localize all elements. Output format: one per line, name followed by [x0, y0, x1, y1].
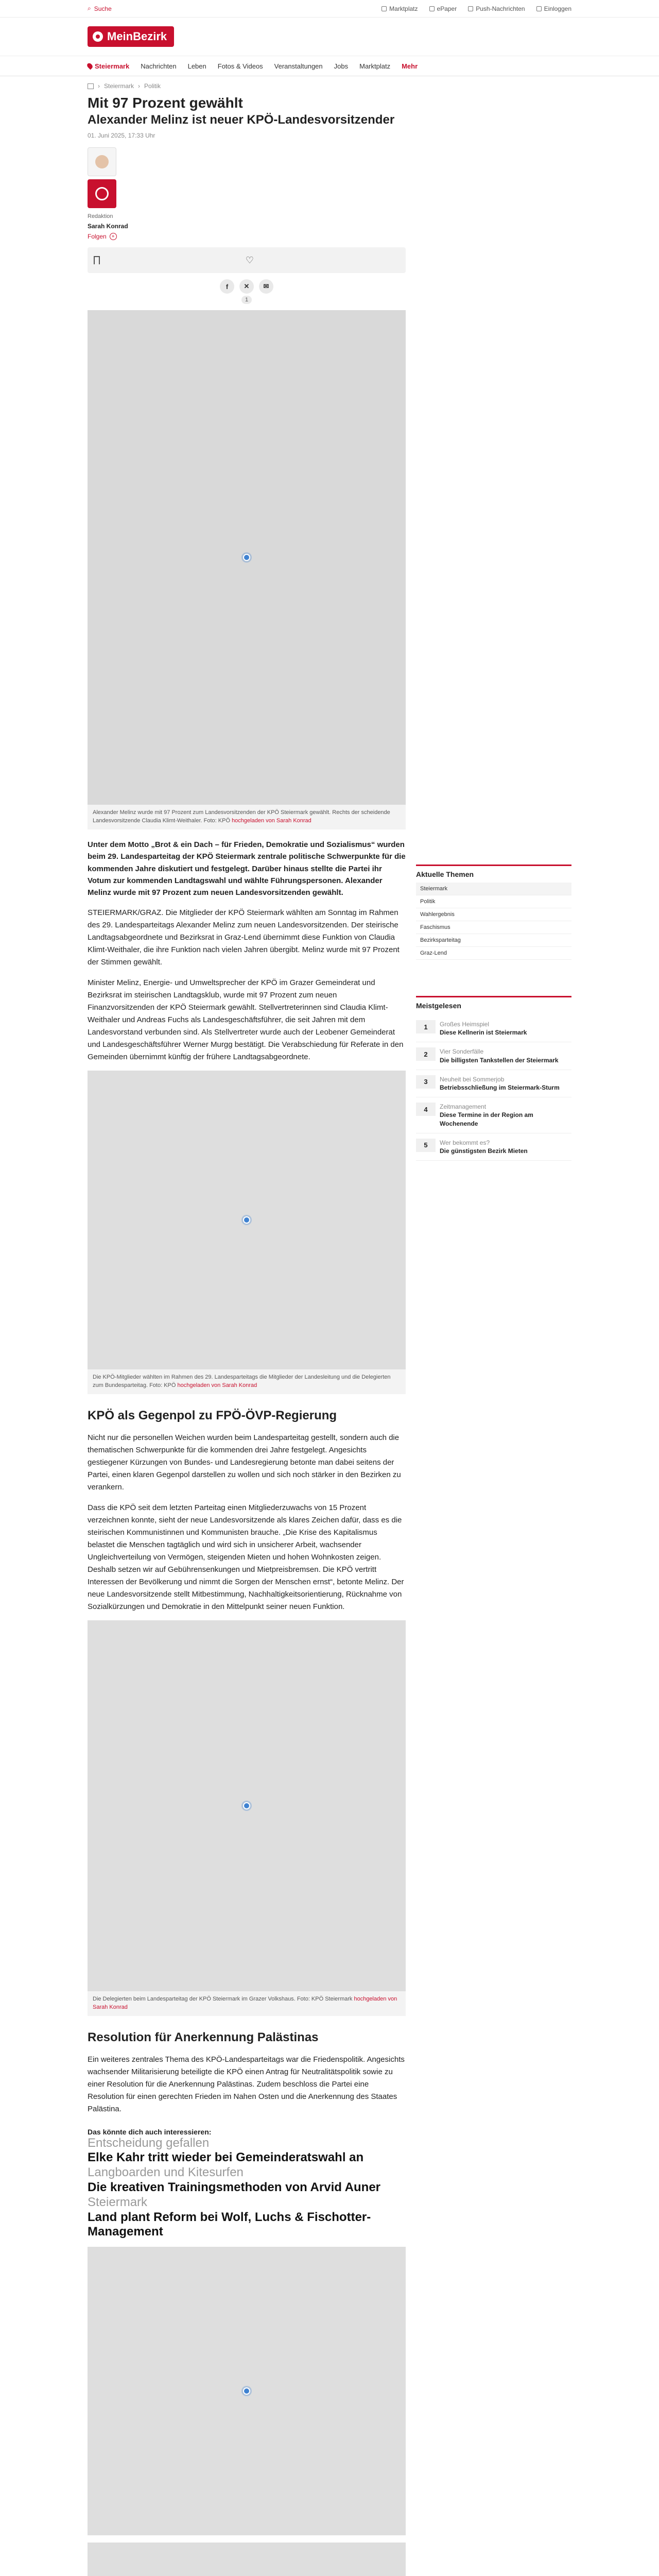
most-read-item[interactable]: 5 Wer bekommt es? Die günstigsten Bezirk Mieten	[416, 1133, 571, 1161]
article-column	[88, 76, 406, 2576]
article-title: Alexander Melinz ist neuer KPÖ-Landesvorsitzender	[88, 113, 395, 127]
search-link[interactable]: ⌕ Suche	[88, 5, 112, 12]
related-item[interactable]: Steiermark Land plant Reform bei Wolf, Luchs & Fischotter-Management	[88, 2195, 371, 2239]
search-icon: ⌕	[88, 5, 91, 12]
bell-icon	[468, 6, 473, 11]
most-read-item[interactable]: 4 Zeitmanagement Diese Termine in der Region am Wochenende	[416, 1097, 571, 1133]
article-kicker: Mit 97 Prozent gewählt	[88, 95, 243, 111]
topic-item[interactable]: Wahlergebnis	[416, 908, 571, 921]
most-read-item[interactable]: 1 Großes Heimspiel Diese Kellnerin ist Steiermark	[416, 1015, 571, 1042]
nav-item-fotos[interactable]: Fotos & Videos	[217, 62, 263, 70]
location-pin-icon	[86, 62, 94, 70]
topic-item[interactable]: Graz-Lend	[416, 947, 571, 960]
article-paragraph: Dass die KPÖ seit dem letzten Parteitag einen Mitgliederzuwachs von 15 Prozent verzeichnen konnte, sieht der neue Landesvorsitzende als klares Zeichen dafür, dass es die steirischen Kommunistinnen und Kommunisten brauche. „Die Krise des Kapitalismus belastet die Menschen tagtäglich und wird sich in unsicherer Arbeit, wachsender Ungleichverteilung von Vermögen, steigenden Mieten und hohen Wohnkosten zeigen. Deshalb setzen wir auf Gebührensenkungen und Mietpreisbremsen. Die KPÖ vertritt Interessen der Bevölkerung und nimmt die Sorgen der Menschen ernst“, betonte Melinz. Der neue Landesvorsitzende stellt Mitbestimmung, Nachhaltigkeitsorientierung, Rücknahme von Sozialkürzungen und Demokratie in den Mittelpunkt seiner neuen Funktion.	[88, 1503, 404, 1611]
author-role: Redaktion	[88, 213, 113, 220]
author-name[interactable]: Sarah Konrad	[88, 223, 128, 230]
related-articles	[88, 2128, 406, 2240]
avatar-face-icon	[95, 155, 109, 168]
article-paragraph: STEIERMARK/GRAZ. Die Mitglieder der KPÖ Steiermark wählten am Sonntag im Rahmen des 29. Landesparteitags Alexander Melinz zum neuen Landesvorsitzenden. Der steirische Landtagsabgeordnete und Bezirksrat in Graz-Lend übernimmt diese Funktion von Claudia Klimt-Weithaler, die ihre Funktion nach vielen Jahren übergibt. Melinz wurde mit 97 Prozent der Stimmen gewählt.	[88, 908, 400, 967]
most-read-title: Meistgelesen	[416, 1002, 461, 1010]
breadcrumb: › Steiermark › Politik	[88, 76, 406, 95]
topic-item[interactable]: Steiermark	[416, 883, 571, 895]
section-heading: Resolution für Anerkennung Palästinas	[88, 2030, 319, 2044]
section-heading: KPÖ als Gegenpol zu FPÖ-ÖVP-Regierung	[88, 1409, 337, 1423]
header	[0, 18, 659, 56]
article-image[interactable]	[88, 1620, 406, 1991]
image-indicator-icon	[243, 1802, 250, 1809]
most-read-item[interactable]: 3 Neuheit bei Sommerjob Betriebsschließung im Steiermark-Sturm	[416, 1070, 571, 1097]
hero-caption: Alexander Melinz wurde mit 97 Prozent zum Landesvorsitzenden der KPÖ Steiermark gewählt. Rechts der scheidende Landesvorsitzende Claudia Klimt-Weithaler. Foto: KPÖ hochgeladen von Sarah Konrad	[88, 805, 406, 829]
main-nav	[0, 56, 659, 76]
site-logo[interactable]: MeinBezirk	[88, 26, 174, 47]
nav-item-marktplatz[interactable]: Marktplatz	[359, 62, 391, 70]
user-icon	[536, 6, 542, 11]
breadcrumb-steiermark[interactable]: Steiermark	[104, 82, 134, 90]
region-selector[interactable]: Steiermark	[88, 62, 129, 70]
article-date: 01. Juni 2025, 17:33 Uhr	[88, 132, 155, 140]
breadcrumb-politik[interactable]: Politik	[144, 82, 161, 90]
epaper-link[interactable]: ePaper	[429, 5, 457, 12]
nav-item-nachrichten[interactable]: Nachrichten	[141, 62, 177, 70]
epaper-icon	[429, 6, 435, 11]
article-paragraph: Minister Melinz, Energie- und Umweltsprecher der KPÖ im Grazer Gemeinderat und Bezirksrat im steirischen Landtagsklub, wurde mit 97 Prozent zum neuen Finanzvorsitzenden der KPÖ Steiermark gewählt. Stellvertreterinnen sind Claudia Klimt-Weithaler und Andreas Fuchs als Landesgeschäftsführer, die seit Jahren mit dem Landesvorstand verbunden sind. Als Stellvertreter wurde auch der Leobener Gemeinderat und Landesgeschäftsführer Werner Murgg bestätigt. Die Verabschiedung für Referate in den Gemeinden übernimmt künftig der frühere Landtagsabgeordnete.	[88, 978, 404, 1062]
nav-item-mehr[interactable]: Mehr	[402, 62, 418, 70]
topic-item[interactable]: Faschismus	[416, 921, 571, 934]
login-link[interactable]: Einloggen	[536, 5, 571, 12]
plus-icon: +	[110, 233, 117, 240]
home-icon[interactable]	[88, 83, 94, 89]
x-share-icon[interactable]: ✕	[239, 279, 254, 294]
related-item[interactable]: Entscheidung gefallen Elke Kahr tritt wieder bei Gemeinderatswahl an	[88, 2136, 364, 2165]
logo-icon	[93, 31, 103, 42]
heart-icon[interactable]: ♡	[245, 255, 254, 265]
email-share-icon[interactable]: ✉	[259, 279, 273, 294]
related-item[interactable]: Langboarden und Kitesurfen Die kreativen Trainingsmethoden von Arvid Auner	[88, 2165, 381, 2195]
topic-item[interactable]: Bezirksparteitag	[416, 934, 571, 947]
gallery-image[interactable]	[88, 2247, 406, 2535]
author-badge	[88, 179, 116, 208]
push-link[interactable]: Push-Nachrichten	[468, 5, 525, 12]
nav-item-jobs[interactable]: Jobs	[334, 62, 349, 70]
marketplace-icon	[381, 6, 387, 11]
share-count: 1	[88, 297, 406, 303]
article-image[interactable]	[88, 1071, 406, 1369]
article-paragraph: Ein weiteres zentrales Thema des KPÖ-Landesparteitags war die Friedenspolitik. Angesichts wachsender Militarisierung beteiligte die KPÖ einen Antrag für Neutralitätspolitik sowie zu einer Resolution für die Anerkennung Palästinas. Zudem beschloss die Partei eine Resolution für einen gerechten Frieden im Nahen Osten und die Anerkennung des Staates Palästina.	[88, 2055, 405, 2113]
author-avatar[interactable]	[88, 147, 116, 176]
nav-item-leben[interactable]: Leben	[187, 62, 206, 70]
author-block	[88, 147, 406, 240]
utility-bar	[0, 0, 659, 18]
image-indicator-icon	[243, 1216, 250, 1224]
related-heading: Das könnte dich auch interessieren:	[88, 2127, 212, 2136]
article-paragraph: Nicht nur die personellen Weichen wurden beim Landesparteitag gestellt, sondern auch die thematischen Schwerpunkte für die kommenden drei Jahre festgelegt. Angesichts gestiegener Kürzungen von Bundes- und Landesregierung betonte man dabei seitens der Partei, einen klaren Gegenpol darstellen zu wollen und sich noch stärker in den Bezirken zu verankern.	[88, 1433, 401, 1492]
gallery-image[interactable]	[88, 2543, 406, 2576]
facebook-share-icon[interactable]: f	[220, 279, 234, 294]
bookmark-icon[interactable]	[94, 256, 100, 264]
article-lead: Unter dem Motto „Brot & ein Dach – für Frieden, Demokratie und Sozialismus“ wurden beim 29. Landesparteitag der KPÖ Steiermark zentrale politische Schwerpunkte für die kommenden Jahre diskutiert und festgelegt. Darüber hinaus stellte die Partei ihr Votum zur kommenden Landtagswahl und wählte Führungspersonen. Alexander Melinz wurde mit 97 Prozent zum neuen Landesvorsitzenden gewählt.	[88, 840, 406, 897]
utility-links	[381, 5, 571, 12]
topic-item[interactable]: Politik	[416, 895, 571, 908]
image-indicator-icon	[243, 554, 250, 561]
hero-image[interactable]	[88, 310, 406, 805]
image-indicator-icon	[243, 2387, 250, 2395]
article-actions-bar	[88, 247, 406, 273]
most-read-box	[416, 996, 571, 1161]
nav-item-veranstaltungen[interactable]: Veranstaltungen	[274, 62, 323, 70]
image-caption: Die Delegierten beim Landesparteitag der KPÖ Steiermark im Grazer Volkshaus. Foto: KPÖ Steiermark hochgeladen von Sarah Konrad	[88, 1991, 406, 2016]
most-read-item[interactable]: 2 Vier Sonderfälle Die billigsten Tankstellen der Steiermark	[416, 1042, 571, 1070]
follow-button[interactable]: Folgen +	[88, 233, 406, 240]
image-caption: Die KPÖ-Mitglieder wählten im Rahmen des 29. Landesparteitags die Mitglieder der Landesleitung und die Delegierten zum Bundesparteitag. Foto: KPÖ hochgeladen von Sarah Konrad	[88, 1369, 406, 1394]
brand-badge-icon	[95, 187, 109, 200]
sidebar	[416, 76, 571, 2576]
marketplace-link[interactable]: Marktplatz	[381, 5, 418, 12]
current-topics-title: Aktuelle Themen	[416, 870, 474, 878]
current-topics-box	[416, 865, 571, 960]
